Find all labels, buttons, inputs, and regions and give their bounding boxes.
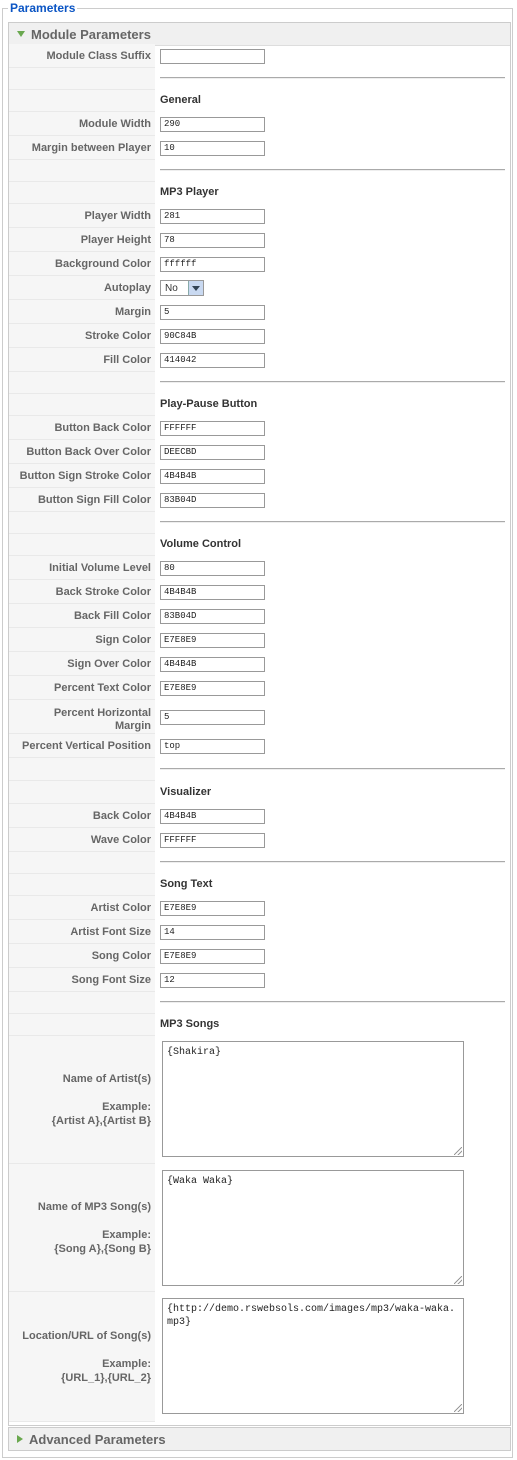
label-initial-volume: Initial Volume Level <box>9 556 155 580</box>
label-url-example-value: {URL_1},{URL_2} <box>61 1371 151 1384</box>
label-sign-color: Sign Color <box>9 628 155 652</box>
separator <box>160 861 505 863</box>
module-class-suffix-input[interactable] <box>160 49 265 64</box>
label-percent-h-margin-line1: Percent Horizontal <box>53 707 151 719</box>
row-artist-font-size <box>9 920 505 944</box>
blank-label <box>9 992 155 1014</box>
label-artist-names <box>9 1036 155 1164</box>
separator <box>160 77 505 79</box>
label-module-class-suffix: Module Class Suffix <box>9 44 155 68</box>
row-button-back-color <box>9 416 505 440</box>
button-sign-fill-color-input[interactable] <box>160 493 265 508</box>
blank-label <box>9 182 155 204</box>
advanced-parameters-panel <box>8 1427 511 1451</box>
blank-label <box>9 394 155 416</box>
sign-color-input[interactable] <box>160 633 265 648</box>
label-autoplay: Autoplay <box>9 276 155 300</box>
label-visualizer-back-color: Back Color <box>9 804 155 828</box>
label-artist-color: Artist Color <box>9 896 155 920</box>
label-url-example: Example: <box>102 1357 151 1370</box>
background-color-input[interactable] <box>160 257 265 272</box>
section-song-text: Song Text <box>160 878 213 890</box>
blank-label <box>9 160 155 182</box>
row-general-header <box>9 68 505 112</box>
section-mp3-player: MP3 Player <box>160 186 219 198</box>
blank-label <box>9 852 155 874</box>
row-mp3-player-header <box>9 160 505 204</box>
label-background-color: Background Color <box>9 252 155 276</box>
label-song-urls <box>9 1292 155 1422</box>
song-color-input[interactable] <box>160 949 265 964</box>
resize-grip-icon[interactable] <box>454 1404 462 1412</box>
row-song-text-header <box>9 852 505 896</box>
row-song-font-size <box>9 968 505 992</box>
row-artist-names <box>9 1036 505 1164</box>
button-sign-stroke-color-input[interactable] <box>160 469 265 484</box>
percent-h-margin-input[interactable] <box>160 710 265 725</box>
section-mp3-songs: MP3 Songs <box>160 1018 220 1030</box>
label-player-width: Player Width <box>9 204 155 228</box>
section-general: General <box>160 94 201 106</box>
label-percent-h-margin <box>9 700 155 734</box>
label-artist-example-value: {Artist A},{Artist B} <box>51 1114 151 1127</box>
percent-text-color-input[interactable] <box>160 681 265 696</box>
label-song-color: Song Color <box>9 944 155 968</box>
percent-v-position-input[interactable] <box>160 739 265 754</box>
row-volume-header <box>9 512 505 556</box>
row-song-names <box>9 1164 505 1292</box>
fill-color-input[interactable] <box>160 353 265 368</box>
artist-names-value: {Shakira} <box>167 1047 222 1058</box>
label-song-names-title: Name of MP3 Song(s) <box>37 1200 151 1213</box>
row-player-width <box>9 204 505 228</box>
row-visualizer-header <box>9 758 505 804</box>
label-artist-font-size: Artist Font Size <box>9 920 155 944</box>
row-mp3-songs-header <box>9 992 505 1036</box>
row-play-pause-header <box>9 372 505 416</box>
module-parameters-title: Module Parameters <box>31 26 151 42</box>
blank-label <box>9 534 155 556</box>
blank-label <box>9 90 155 112</box>
label-percent-h-margin-line2: Margin <box>114 720 151 732</box>
label-margin-between-player: Margin between Player <box>9 136 155 160</box>
blank-label <box>9 874 155 896</box>
label-back-fill-color: Back Fill Color <box>9 604 155 628</box>
song-urls-value: {http://demo.rswebsols.com/images/mp3/waka-waka.mp3} <box>167 1304 456 1328</box>
row-fill-color <box>9 348 505 372</box>
separator <box>160 169 505 171</box>
blank-label <box>9 68 155 90</box>
section-volume: Volume Control <box>160 538 242 550</box>
label-artist-example: Example: <box>102 1100 151 1113</box>
module-width-input[interactable] <box>160 117 265 132</box>
label-button-sign-fill-color: Button Sign Fill Color <box>9 488 155 512</box>
row-button-sign-stroke-color <box>9 464 505 488</box>
row-button-sign-fill-color <box>9 488 505 512</box>
blank-label <box>9 781 155 804</box>
button-back-over-color-input[interactable] <box>160 445 265 460</box>
separator <box>160 521 505 523</box>
artist-color-input[interactable] <box>160 901 265 916</box>
advanced-parameters-toggle[interactable] <box>9 1428 510 1450</box>
margin-input[interactable] <box>160 305 265 320</box>
label-song-example-value: {Song A},{Song B} <box>54 1242 151 1255</box>
autoplay-select[interactable] <box>160 280 204 296</box>
row-back-fill-color <box>9 604 505 628</box>
separator <box>160 381 505 383</box>
blank-label <box>9 372 155 394</box>
margin-between-player-input[interactable] <box>160 141 265 156</box>
label-player-height: Player Height <box>9 228 155 252</box>
row-margin <box>9 300 505 324</box>
parameters-legend: Parameters <box>10 1 76 15</box>
label-fill-color: Fill Color <box>9 348 155 372</box>
back-stroke-color-input[interactable] <box>160 585 265 600</box>
row-initial-volume <box>9 556 505 580</box>
blank-label <box>9 758 155 781</box>
player-width-input[interactable] <box>160 209 265 224</box>
stroke-color-input[interactable] <box>160 329 265 344</box>
row-stroke-color <box>9 324 505 348</box>
row-song-urls <box>9 1292 505 1422</box>
label-wave-color: Wave Color <box>9 828 155 852</box>
row-margin-between-player <box>9 136 505 160</box>
advanced-parameters-title: Advanced Parameters <box>29 1431 166 1447</box>
row-song-color <box>9 944 505 968</box>
row-wave-color <box>9 828 505 852</box>
row-percent-text-color <box>9 676 505 700</box>
song-names-value: {Waka Waka} <box>167 1176 234 1187</box>
row-background-color <box>9 252 505 276</box>
label-sign-over-color: Sign Over Color <box>9 652 155 676</box>
song-urls-textarea[interactable] <box>162 1298 464 1414</box>
autoplay-selected-value: No <box>165 282 178 294</box>
chevron-down-icon[interactable] <box>188 281 203 295</box>
label-song-font-size: Song Font Size <box>9 968 155 992</box>
label-margin: Margin <box>9 300 155 324</box>
row-percent-h-margin <box>9 700 505 734</box>
button-back-color-input[interactable] <box>160 421 265 436</box>
label-back-stroke-color: Back Stroke Color <box>9 580 155 604</box>
row-artist-color <box>9 896 505 920</box>
expanded-arrow-icon <box>17 31 25 37</box>
row-player-height <box>9 228 505 252</box>
resize-grip-icon[interactable] <box>454 1147 462 1155</box>
blank-label <box>9 1014 155 1036</box>
resize-grip-icon[interactable] <box>454 1276 462 1284</box>
label-stroke-color: Stroke Color <box>9 324 155 348</box>
row-module-class-suffix <box>9 44 505 68</box>
label-percent-v-position: Percent Vertical Position <box>9 734 155 758</box>
label-button-back-over-color: Button Back Over Color <box>9 440 155 464</box>
wave-color-input[interactable] <box>160 833 265 848</box>
initial-volume-input[interactable] <box>160 561 265 576</box>
section-visualizer: Visualizer <box>160 786 212 798</box>
sign-over-color-input[interactable] <box>160 657 265 672</box>
row-back-stroke-color <box>9 580 505 604</box>
blank-label <box>9 512 155 534</box>
label-song-example: Example: <box>102 1228 151 1241</box>
label-song-urls-title: Location/URL of Song(s) <box>22 1329 151 1342</box>
row-autoplay <box>9 276 505 300</box>
row-sign-over-color <box>9 652 505 676</box>
row-visualizer-back-color <box>9 804 505 828</box>
collapsed-arrow-icon <box>17 1435 23 1443</box>
visualizer-back-color-input[interactable] <box>160 809 265 824</box>
artist-font-size-input[interactable] <box>160 925 265 940</box>
back-fill-color-input[interactable] <box>160 609 265 624</box>
row-button-back-over-color <box>9 440 505 464</box>
separator <box>160 1001 505 1003</box>
label-artist-names-title: Name of Artist(s) <box>62 1072 151 1085</box>
module-parameters-toggle[interactable] <box>9 23 510 46</box>
song-font-size-input[interactable] <box>160 973 265 988</box>
section-play-pause: Play-Pause Button <box>160 398 258 410</box>
row-percent-v-position <box>9 734 505 758</box>
player-height-input[interactable] <box>160 233 265 248</box>
label-module-width: Module Width <box>9 112 155 136</box>
label-song-names <box>9 1164 155 1292</box>
separator <box>160 768 505 770</box>
row-module-width <box>9 112 505 136</box>
song-names-textarea[interactable] <box>162 1170 464 1286</box>
row-sign-color <box>9 628 505 652</box>
label-percent-text-color: Percent Text Color <box>9 676 155 700</box>
artist-names-textarea[interactable] <box>162 1041 464 1157</box>
label-button-sign-stroke-color: Button Sign Stroke Color <box>9 464 155 488</box>
label-button-back-color: Button Back Color <box>9 416 155 440</box>
